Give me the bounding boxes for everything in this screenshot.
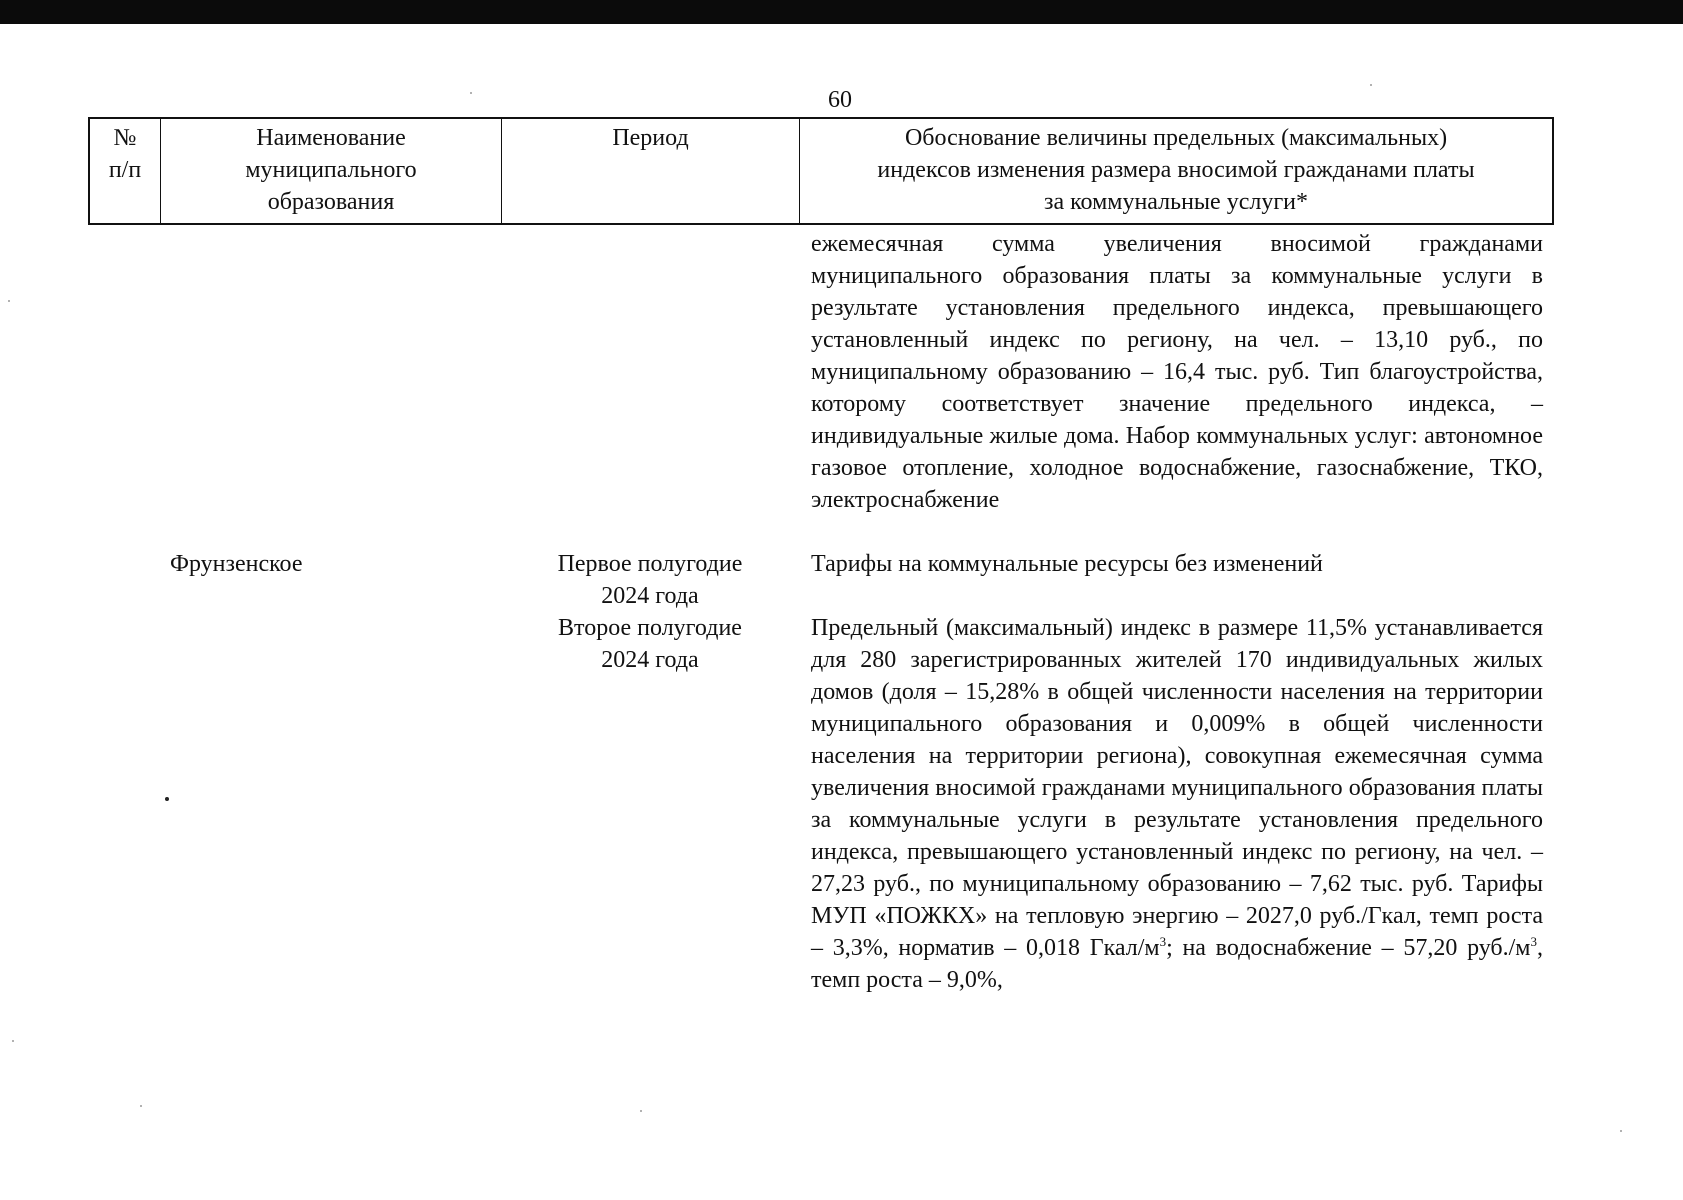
scan-speck: [470, 92, 472, 94]
period-first-half: Первое полугодие 2024 года: [557, 551, 743, 609]
header-col-justification: Обоснование величины предельных (максимальных) индексов изменения размера вносимой гражданами платы за коммунальные услуги*: [877, 125, 1475, 215]
header-col-municipality-name: Наименование муниципального образования: [161, 119, 502, 223]
municipality-name: Фрунзенское: [170, 551, 303, 577]
continuation-justification-text: ежемесячная сумма увеличения вносимой гражданами муниципального образования платы за коммунальные услуги в результате установления предельного индекса, превышающего установленный индекс по региону, на чел. – 13,10 руб., по муниципальному образованию – 16,4 тыс. руб. Тип благоустройства, которому соответствует значение предельного индекса, – индивидуальные жилые дома. Набор коммунальных услуг: автономное газовое отопление, холодное водоснабжение, газоснабжение, ТКО, электроснабжение: [811, 231, 1543, 513]
scan-speck: [165, 797, 169, 801]
justification-second-half: [811, 612, 1543, 996]
scan-top-border: [0, 0, 1683, 24]
superscript-cubic-1: 3: [1159, 934, 1167, 949]
scan-speck: [140, 1105, 142, 1107]
justification-first-half: Тарифы на коммунальные ресурсы без изменений: [811, 551, 1323, 577]
justification-second-half-part2: ; на водоснабжение – 57,20 руб./м: [1166, 935, 1531, 961]
scan-speck: [8, 300, 10, 302]
header-col-number: № п/п: [90, 119, 161, 223]
scan-speck: [1620, 1130, 1622, 1132]
scan-speck: [12, 1040, 14, 1042]
justification-second-half-part1: Предельный (максимальный) индекс в размере 11,5% устанавливается для 280 зарегистрированных жителей 170 индивидуальных жилых домов (доля – 15,28% в общей численности населения на территории муниципального образования и 0,009% в общей численности населения на территории региона), совокупная ежемесячная сумма увеличения вносимой гражданами муниципального образования платы за коммунальные услуги в результате установления предельного индекса, превышающего установленный индекс по региону, на чел. – 27,23 руб., по муниципальному образованию – 7,62 тыс. руб. Тарифы МУП «ПОЖКХ» на тепловую энергию – 2027,0 руб./Гкал, темп роста – 3,3%, норматив – 0,018 Гкал/м: [811, 615, 1543, 961]
scan-speck: [640, 1110, 642, 1112]
justification-second-half-part3: , темп роста – 9,0%,: [811, 935, 1543, 993]
page-number: 60: [828, 87, 852, 113]
header-col-period: Период: [502, 119, 800, 223]
table-header-row: [88, 117, 1554, 225]
superscript-cubic-2: 3: [1530, 934, 1537, 949]
scan-speck: [1370, 84, 1372, 86]
period-second-half: Второе полугодие 2024 года: [558, 615, 742, 673]
